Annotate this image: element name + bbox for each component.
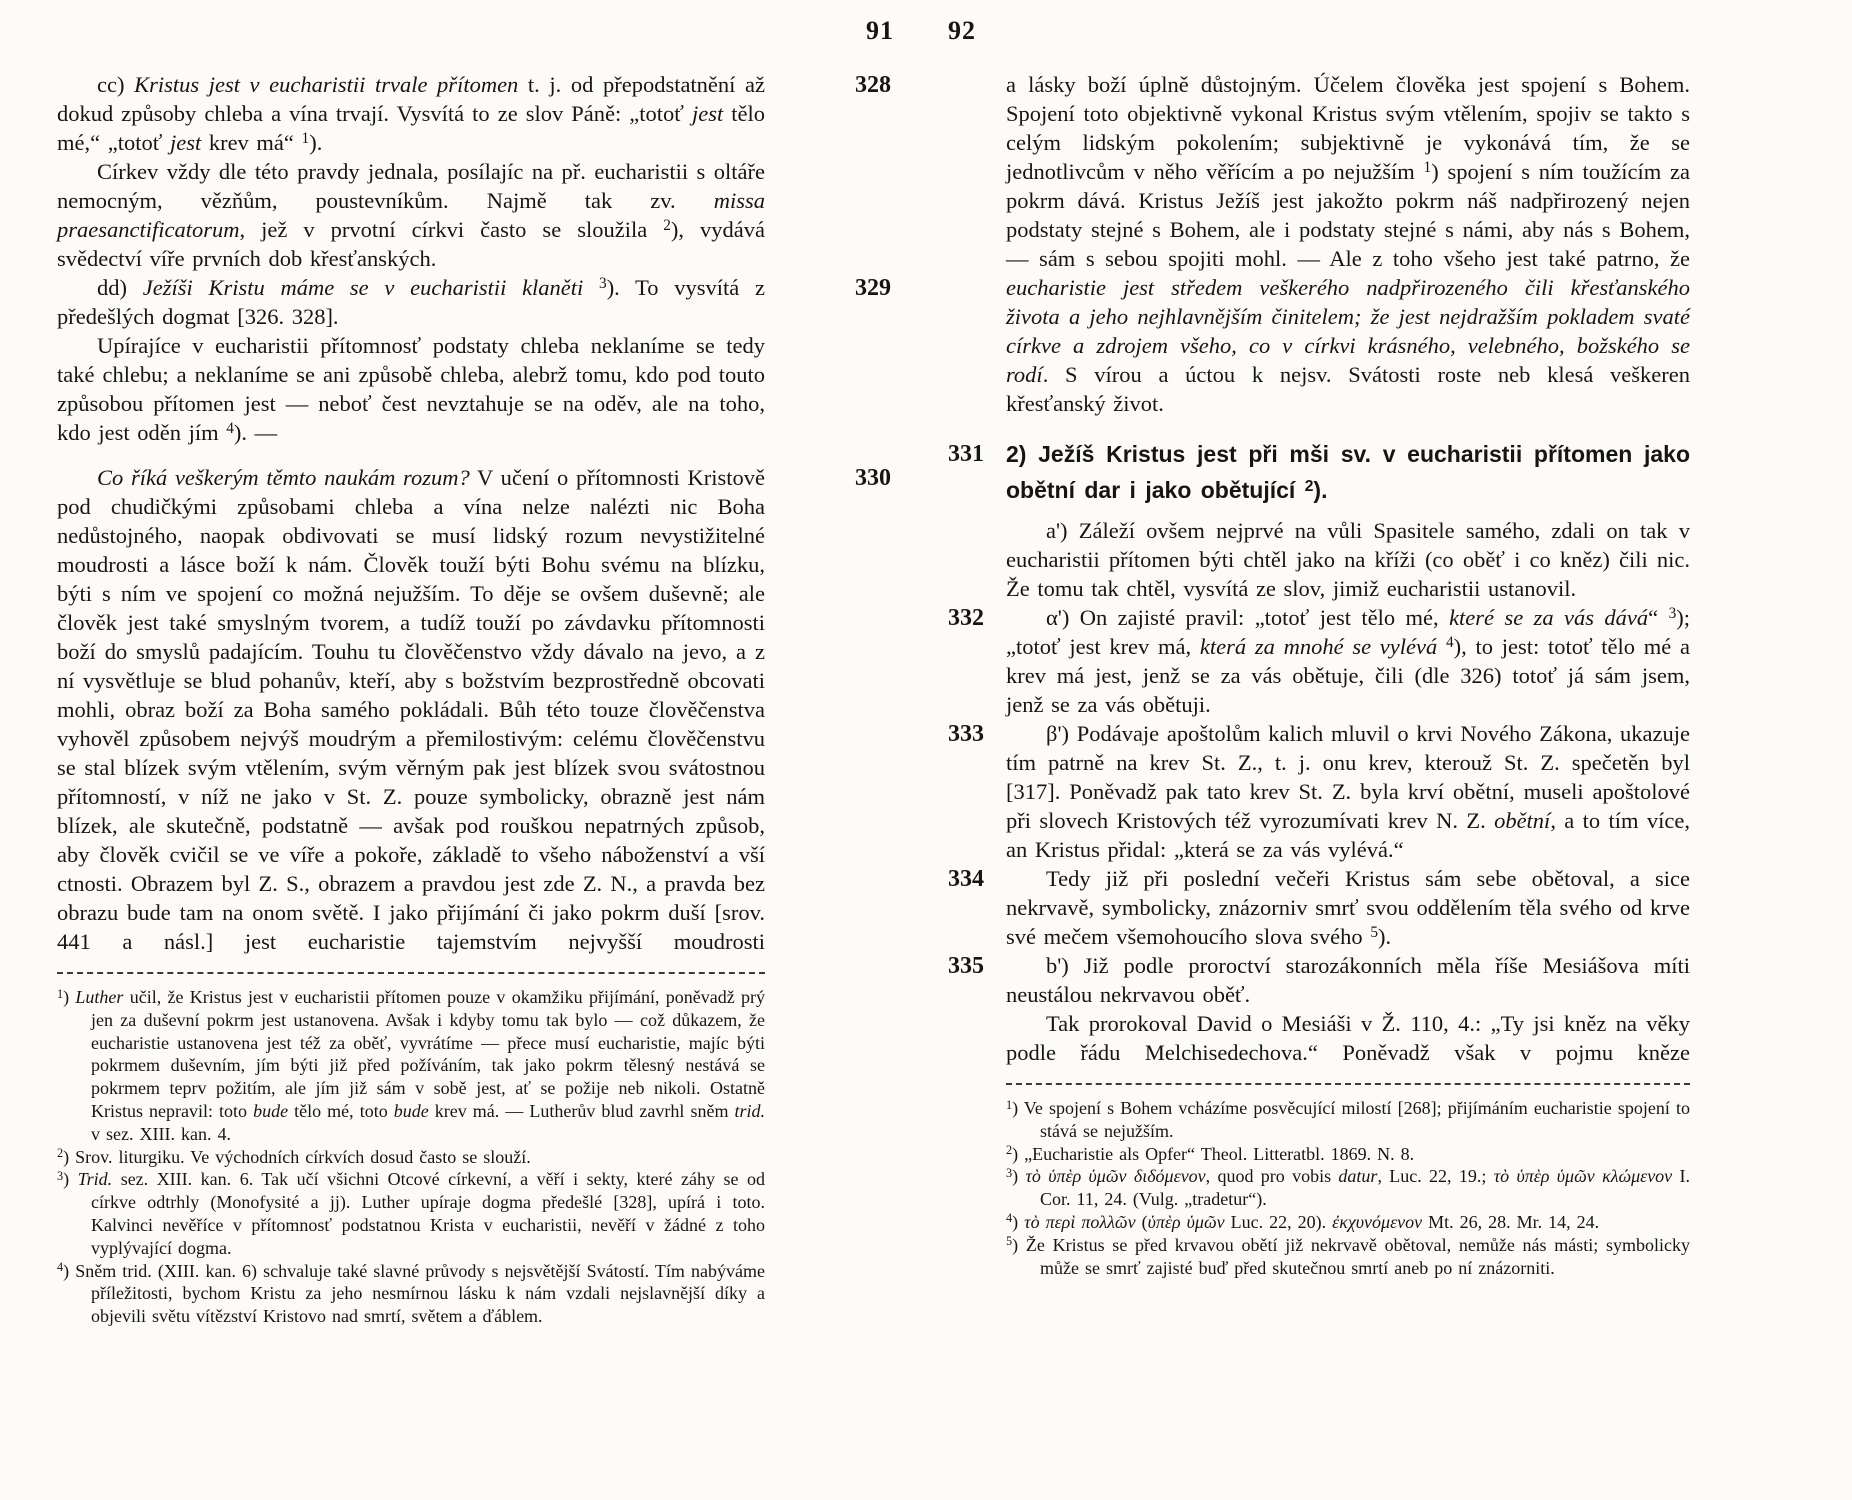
footnote <box>1006 1143 1690 1166</box>
margin-section-number: 329 <box>855 275 891 301</box>
body-paragraph <box>57 70 891 157</box>
text-run: ἐκχυνόμενον <box>1332 1211 1423 1232</box>
body-paragraph <box>948 864 1690 951</box>
margin-section-number: 332 <box>948 605 984 631</box>
footnote-ref: 1 <box>57 986 64 1001</box>
text-run: tělo mé, toto <box>288 1100 394 1121</box>
text-run: t. j. od přepodstatnění až dokud způsoby chleba a vína trvají. Vysvítá to ze slov Páně: „totoť <box>57 72 765 126</box>
footnote-ref: 2 <box>57 1146 64 1161</box>
text-run: ). To vysvítá z předešlých dogmat [326. 328]. <box>57 275 765 329</box>
text-run: jest <box>691 101 724 126</box>
text-run: Luther <box>75 987 124 1007</box>
text-run: ) Že Kristus se před krvavou obětí již nekrvavě obětoval, nemůže nás másti; symbolicky může se smrť zajisté buď před skutečnou smrtí aneb po ní znázorniti. <box>1012 1234 1690 1278</box>
text-run: cc) <box>97 72 135 97</box>
text-run: b') Již podle proroctví starozákonních měla říše Mesiášova míti neustálou nekrvavou oběť. <box>1006 953 1690 1007</box>
footnote-ref: 4 <box>1006 1211 1013 1226</box>
text-run <box>583 275 599 300</box>
text-run: obětní <box>1494 808 1551 833</box>
footnote <box>57 1168 765 1259</box>
text-run: Ježíši Kristu máme se v eucharistii klaněti <box>142 275 584 300</box>
text-run: , a to tím více, an Kristus přidal: „která se za vás vylévá.“ <box>1006 808 1690 862</box>
text-run: ) Ve spojení s Bohem vcházíme posvěcující milostí [268]; přijímáním eucharistie spojení to stává se nejužším. <box>1012 1098 1690 1141</box>
text-run: 2) Ježíš Kristus jest při mši sv. v eucharistii přítomen jako obětní dar i jako obětující <box>1006 441 1690 503</box>
text-run: ) Srov. liturgiku. Ve východních církvích dosud často se slouží. <box>63 1146 531 1167</box>
text-run: Církev vždy dle této pravdy jednala, posílajíc na př. eucharistii s oltáře nemocným, vězňům, poustevníkům. Najmě tak zv. <box>57 159 765 213</box>
text-run: . S vírou a úctou k nejsv. Svátosti roste neb klesá veškeren křesťanský život. <box>1006 362 1690 416</box>
footnote <box>57 1260 765 1328</box>
text-run: α') On zajisté pravil: „totoť jest tělo mé, <box>1046 605 1450 630</box>
text-run: “ <box>1648 605 1669 630</box>
text-run: τὸ ὑπὲρ ὑμῶν κλώμενον <box>1493 1166 1673 1187</box>
text-run: učil, že Kristus jest v eucharistii přítomen pouze v okamžiku přijímání, poněvadž prý jen za duševní pokrm jest ustanovena. Avšak i kdyby tomu tak bylo — což důkazem, že eucharistie ustanovena jest též za oběť, vyvrátíme — přece musí eucharistie, majíc býti pokrmem duševním, jím býti již před požíváním, tak jako pokrm tělesný nestává se pokrmem teprv požitím, ale jím již sám v sobě jest, ať se požije neb nikoli. Ostatně Kristus nepravil: toto <box>91 987 765 1121</box>
text-run: ), vydává svědectví víře prvních dob křesťanských. <box>57 217 765 271</box>
footnote-ref: 5 <box>1370 924 1378 942</box>
text-run: ) <box>63 1169 78 1190</box>
text-run: datur <box>1338 1166 1378 1187</box>
footnote <box>1006 1165 1690 1211</box>
text-run: v sez. XIII. kan. 4. <box>91 1123 231 1144</box>
text-run: τὸ ὑπὲρ ὑμῶν διδόμενον <box>1025 1166 1206 1187</box>
body-paragraph <box>948 719 1690 864</box>
footnote-ref: 2 <box>663 217 671 235</box>
text-run: ). <box>1377 924 1392 949</box>
footnote-ref: 2 <box>1304 477 1314 495</box>
text-run: ). <box>309 130 323 155</box>
text-run: a lásky boží úplně důstojným. Účelem člověka jest spojení s Bohem. Spojení toto objektivně vykonal Kristus svým vtělením, spojiv se takto s celým lidským pokolením; subjektivně je vykonává tím, že se jednotlivcům v něho věřícím a po nejužším <box>1006 72 1690 184</box>
section-heading <box>948 436 1690 508</box>
footnote-ref: 4 <box>226 420 234 438</box>
text-run: , jež v prvotní církvi často se sloužila <box>239 217 664 242</box>
footnote-ref: 1 <box>301 130 310 148</box>
text-run: Co říká veškerým těmto naukám rozum? <box>97 465 470 490</box>
text-run: krev má“ <box>201 130 302 155</box>
body-paragraph <box>948 603 1690 719</box>
text-run: I. Cor. 11, 24. (Vulg. „tradetur“). <box>1040 1166 1690 1210</box>
body-paragraph <box>1006 70 1690 418</box>
text-run: ) „Eucharistie als Opfer“ Theol. Litteratbl. 1869. N. 8. <box>1012 1143 1415 1164</box>
text-run: a') Záleží ovšem nejprvé na vůli Spasitele samého, zdali on tak v eucharistii přítomen býti chtěl jako na kříži (co oběť i co kněz) čili nic. Že tomu tak chtěl, vysvítá ze slov, jimiž eucharistii ustanovil. <box>1006 518 1690 601</box>
footnote <box>57 1146 765 1169</box>
body-paragraph <box>1006 516 1690 603</box>
text-run: ) spojení s ním toužícím za pokrm dává. Kristus Ježíš jest jakožto pokrm náš nadpřirozený nejen podstaty stejné s Bohem, ale i podstaty stejné s námi, aby nás s Bohem, — sám s sebou spojiti mohl. — Ale z toho všeho jest také patrno, že <box>1006 159 1690 271</box>
text-run: Mt. 26, 28. Mr. 14, 24. <box>1422 1211 1600 1232</box>
text-run <box>1437 634 1446 659</box>
footnote-ref: 3 <box>57 1168 64 1183</box>
footnote-ref: 1 <box>1006 1097 1013 1112</box>
text-run: které se za vás dává <box>1449 605 1649 630</box>
margin-section-number: 335 <box>948 953 984 979</box>
margin-section-number: 331 <box>948 441 984 467</box>
footnote <box>1006 1097 1690 1143</box>
page-left-text-column <box>57 70 891 1328</box>
text-run: , Luc. 22, 19.; <box>1377 1166 1494 1187</box>
text-run: bude <box>253 1100 289 1121</box>
footnote-ref: 3 <box>599 275 607 293</box>
body-paragraph <box>57 273 891 331</box>
body-paragraph <box>57 463 891 956</box>
margin-section-number: 334 <box>948 866 984 892</box>
margin-section-number: 333 <box>948 721 984 747</box>
text-run: Upírajíce v eucharistii přítomnosť podstaty chleba neklaníme se tedy také chlebu; a neklaníme se ani způsobě chleba, alebrž tomu, kdo pod touto způsobou přítomen jest — neboť čest nevztahuje se na oděv, ale na toho, kdo jest oděn jím <box>57 333 765 445</box>
footnote-ref: 4 <box>57 1260 64 1275</box>
text-run: ) <box>1012 1211 1025 1232</box>
text-run: která za mnohé se vylévá <box>1199 634 1438 659</box>
body-paragraph <box>948 951 1690 1009</box>
footnote <box>1006 1211 1690 1234</box>
text-run: ὑπὲρ ὑμῶν <box>1147 1211 1225 1232</box>
text-run: ), to jest: totoť tělo mé a krev má jest, jenž se za vás obětuje, čili (dle 326) totoť já sám jsem, jenž se za vás obětuji. <box>1006 634 1690 717</box>
text-run: Luc. 22, 20). <box>1224 1211 1333 1232</box>
text-run: bude <box>393 1100 429 1121</box>
text-run: ) <box>63 987 76 1007</box>
text-run: τὸ περὶ πολλῶν <box>1024 1211 1136 1232</box>
text-run: jest <box>169 130 202 155</box>
text-run: Kristus jest v eucharistii trvale přítomen <box>134 72 519 97</box>
footnote <box>1006 1234 1690 1280</box>
page-number-left: 91 <box>866 16 894 45</box>
footnote-ref: 5 <box>1006 1234 1013 1249</box>
footnote-separator-rule <box>57 972 765 974</box>
text-run: ); „totoť jest krev má, <box>1006 605 1690 659</box>
text-run: Tedy již při poslední večeři Kristus sám sebe obětoval, a sice nekrvavě, symbolicky, znázorniv smrť svou oddělením těla svého od krve své mečem všemohoucího slova svého <box>1006 866 1690 949</box>
text-run: β') Podávaje apoštolům kalich mluvil o krvi Nového Zákona, ukazuje tím patrně na krev St. Z., t. j. onu krev, kterouž St. Z. spečetěn byl [317]. Poněvadž pak tato krev St. Z. byla krví obětní, museli apoštolové při slovech Kristových též vyrozumívati krev N. Z. <box>1006 721 1690 833</box>
text-run: missa praesanctificatorum <box>57 188 765 242</box>
text-run: Tak prorokoval David o Mesiáši v Ž. 110, 4.: „Ty jsi kněz na věky podle řádu Melchisedechova.“ Poněvadž však v pojmu kněze <box>1006 1011 1690 1065</box>
footnote-separator-rule <box>1006 1083 1690 1085</box>
text-run: V učení o přítomnosti Kristově pod chudičkými způsobami chleba a vína nelze nalézti nic Boha nedůstojného, naopak obdivovati se musí lidský rozum nevystižitelné moudrosti a lásce boží k nám. Člověk touží býti Bohu svému na blízku, býti s ním ve spojení co možná nejužším. To děje se ovšem duševně; ale člověk jest také smyslným tvorem, a tudíž touží po závdavku přítomnosti boží do smyslů padajícím. Touhu tu člověčenstvo vždy dávalo na jevo, a z ní vysvětluje se blud pohanův, kteří, aby s božstvím bezprostředně obcovati mohli, obraz boží za Boha samého pokládali. Bůh této touze člověčenstva vyhověl způsobem nejvýš moudrým a přemilostivým: celému člověčenstvu se stal blízek svým vtělením, svým věrným pak jest blízek svou svátostnou přítomností, v níž ne jako v St. Z. pouze symbolicky, obrazně jest nám blízek, ale skutečně, podstatně — avšak pod rouškou nepatrných způsob, aby člověk cvičil se ve víře a pokoře, základě to všeho náboženství a vší ctnosti. Obrazem byl Z. S., obrazem a pravdou jest zde Z. N., a pravda bez obrazu bude tam na onom světě. I jako přijímání či jako pokrm duší [srov. 441 a násl.] jest eucharistie tajemstvím nejvyšší moudrosti <box>57 465 765 954</box>
text-run: ). <box>1313 477 1328 503</box>
body-paragraph <box>1006 1009 1690 1067</box>
body-paragraph <box>57 331 765 447</box>
footnote-ref: 3 <box>1006 1165 1013 1180</box>
body-paragraph <box>57 157 765 273</box>
text-run: ( <box>1135 1211 1148 1232</box>
text-run: ) Sněm trid. (XIII. kan. 6) schvaluje také slavné průvody s nejsvětější Svátostí. Tím nabýváme příležitosti, bychom Kristu za jeho nesmírnou lásku k nám vzdali nejslavnější díky a objevili světu vítězství Kristovo nad smrtí, světem a ďáblem. <box>63 1260 765 1327</box>
page-number-right: 92 <box>948 16 976 45</box>
text-run: krev má. — Lutherův blud zavrhl sněm <box>428 1100 735 1121</box>
footnote-ref: 3 <box>1668 605 1677 623</box>
margin-section-number: 328 <box>855 72 891 98</box>
footnote-ref: 1 <box>1423 159 1432 177</box>
text-run: tělo mé,“ „totoť <box>57 101 765 155</box>
text-run: dd) <box>97 275 143 300</box>
text-run: Trid. <box>77 1169 113 1190</box>
text-run: ). — <box>233 420 278 445</box>
text-run: sez. XIII. kan. 6. Tak učí všichni Otcové církevní, a věří i sekty, které záhy se od církve odtrhly (Monofysité a jj). Luther upíraje dogma předešlé [328], upírá i toto. Kalvinci nevěříce v přítomnosť podstatnou Krista v eucharistii, nevěří v žádné z toho vyplývající dogma. <box>91 1169 765 1258</box>
footnote <box>57 986 765 1146</box>
margin-section-number: 330 <box>855 465 891 491</box>
footnote-ref: 4 <box>1445 634 1454 652</box>
text-run: eucharistie jest středem veškerého nadpřirozeného čili křesťanského života a jeho nejhlavnějším činitelem; že jest nejdražším pokladem svaté církve a zdrojem všeho, co v církvi krásného, velebného, božského se rodí <box>1006 275 1690 387</box>
page-right-text-column <box>948 70 1690 1279</box>
text-run: trid. <box>734 1100 765 1121</box>
footnote-ref: 2 <box>1006 1143 1013 1158</box>
text-run: ) <box>1012 1166 1026 1187</box>
text-run: , quod pro vobis <box>1205 1166 1339 1187</box>
